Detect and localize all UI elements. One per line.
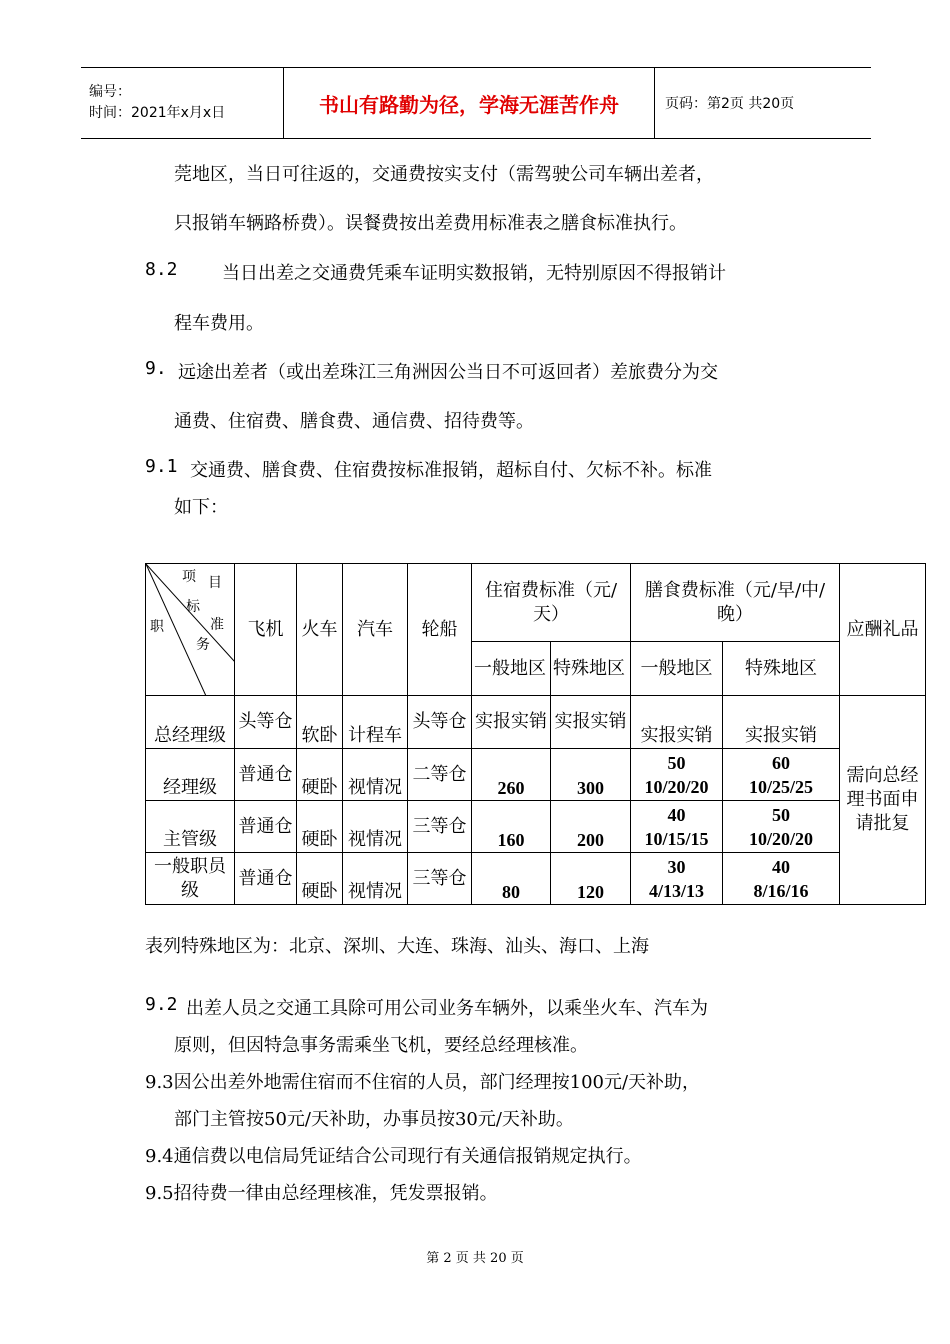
meal-total: 40 [772,856,791,877]
row-car: 计程车 [343,696,408,749]
row-meal-special [723,801,840,853]
motto-text: 书山有路勤为径，学海无涯苦作舟 [319,92,619,117]
paragraph-line-4: 程车费用。 [174,313,264,334]
table-row [146,801,926,853]
paragraph-9-3-line-1: 9.3因公出差外地需住宿而不住宿的人员，部门经理按100元/天补助， [145,1072,701,1093]
paragraph-line-3: 当日出差之交通费凭乘车证明实数报销，无特别原因不得报销计 [222,263,726,284]
table-row [146,749,926,801]
paragraph-9-2-line-1: 出差人员之交通工具除可用公司业务车辆外，以乘坐火车、汽车为 [186,998,708,1019]
row-plane: 普通仓 [235,749,297,801]
paragraph-9-2-line-2: 原则，但因特急事务需乘坐飞机，要经总经理核准。 [174,1035,588,1056]
row-meal-general [631,801,723,853]
section-number-9-1: 9.1 [145,456,178,477]
row-lodging-general: 260 [472,749,551,801]
header-meal-general: 一般地区 [631,642,723,696]
row-lodging-special: 实报实销 [551,696,631,749]
row-train: 软卧 [297,696,343,749]
row-lodging-general: 160 [472,801,551,853]
header-page-info: 页码：第2页 共20页 [665,96,795,112]
row-train: 硬卧 [297,801,343,853]
row-car: 视情况 [343,801,408,853]
section-number-8-2: 8.2 [145,259,178,280]
paragraph-line-6: 通费、住宿费、膳食费、通信费、招待费等。 [174,411,534,432]
section-number-9-2: 9.2 [145,994,178,1015]
gift-note: 需向总经理书面申请批复 [840,696,926,905]
row-ship: 二等仓 [408,749,472,801]
row-lodging-special: 300 [551,749,631,801]
row-meal-general [631,749,723,801]
corner-xiang: 项 [182,569,196,585]
header-lodging: 住宿费标准（元/天） [472,564,631,642]
page-footer: 第 2 页 共 20 页 [426,1251,524,1266]
header-gift: 应酬礼品 [840,564,926,696]
meal-total: 50 [772,804,791,825]
row-ship: 头等仓 [408,696,472,749]
row-level: 一般职员级 [146,853,235,905]
corner-zhun: 准 [210,617,224,633]
table-row [146,696,926,749]
meal-total: 60 [772,752,791,773]
corner-diagonal-header [146,564,235,696]
row-plane: 头等仓 [235,696,297,749]
header-meta [81,68,283,138]
header-plane: 飞机 [235,564,297,696]
row-ship: 三等仓 [408,801,472,853]
row-meal-special [723,853,840,905]
serial-label: 编号： [89,84,131,100]
paragraph-9-4: 9.4通信费以电信局凭证结合公司现行有关通信报销规定执行。 [145,1146,642,1167]
meal-detail: 10/25/25 [749,776,814,797]
row-car: 视情况 [343,853,408,905]
row-lodging-special: 120 [551,853,631,905]
expense-standard-table [145,563,926,905]
corner-zhi: 职 [150,619,164,635]
paragraph-line-7: 交通费、膳食费、住宿费按标准报销，超标自付、欠标不补。标准 [190,460,712,481]
corner-wu: 务 [196,637,210,653]
row-plane: 普通仓 [235,801,297,853]
row-car: 视情况 [343,749,408,801]
header-motto [283,68,655,138]
row-meal-special [723,749,840,801]
paragraph-line-5: 远途出差者（或出差珠江三角洲因公当日不可返回者）差旅费分为交 [178,362,718,383]
header-meal-special: 特殊地区 [723,642,840,696]
row-meal-general: 实报实销 [631,696,723,749]
section-number-9: 9. [145,358,167,379]
row-plane: 普通仓 [235,853,297,905]
row-lodging-special: 200 [551,801,631,853]
row-level: 经理级 [146,749,235,801]
page-header [81,67,871,139]
header-lodging-general: 一般地区 [472,642,551,696]
header-ship: 轮船 [408,564,472,696]
paragraph-9-3-line-2: 部门主管按50元/天补助，办事员按30元/天补助。 [174,1109,574,1130]
row-lodging-general: 80 [472,853,551,905]
row-level: 主管级 [146,801,235,853]
paragraph-9-5: 9.5招待费一律由总经理核准，凭发票报销。 [145,1183,498,1204]
row-train: 硬卧 [297,749,343,801]
meal-detail: 4/13/13 [649,880,705,901]
time-label: 时间：2021年x月x日 [89,105,226,121]
row-meal-general [631,853,723,905]
row-ship: 三等仓 [408,853,472,905]
row-train: 硬卧 [297,853,343,905]
corner-mu: 目 [208,575,222,591]
meal-total: 30 [667,856,686,877]
meal-detail: 8/16/16 [753,880,809,901]
table-row [146,853,926,905]
corner-biao: 标 [186,599,200,615]
header-train: 火车 [297,564,343,696]
meal-total: 40 [667,804,686,825]
row-lodging-general: 实报实销 [472,696,551,749]
meal-total: 50 [667,752,686,773]
meal-detail: 10/15/15 [644,828,709,849]
paragraph-line-2: 只报销车辆路桥费）。误餐费按出差费用标准表之膳食标准执行。 [174,213,687,234]
special-areas-note: 表列特殊地区为：北京、深圳、大连、珠海、汕头、海口、上海 [145,936,649,957]
row-level: 总经理级 [146,696,235,749]
paragraph-line-1: 莞地区，当日可往返的，交通费按实支付（需驾驶公司车辆出差者， [174,164,714,185]
paragraph-line-8: 如下： [174,497,228,518]
header-lodging-special: 特殊地区 [551,642,631,696]
header-meal: 膳食费标准（元/早/中/晚） [631,564,840,642]
meal-detail: 10/20/20 [749,828,814,849]
header-car: 汽车 [343,564,408,696]
meal-detail: 10/20/20 [644,776,709,797]
row-meal-special: 实报实销 [723,696,840,749]
